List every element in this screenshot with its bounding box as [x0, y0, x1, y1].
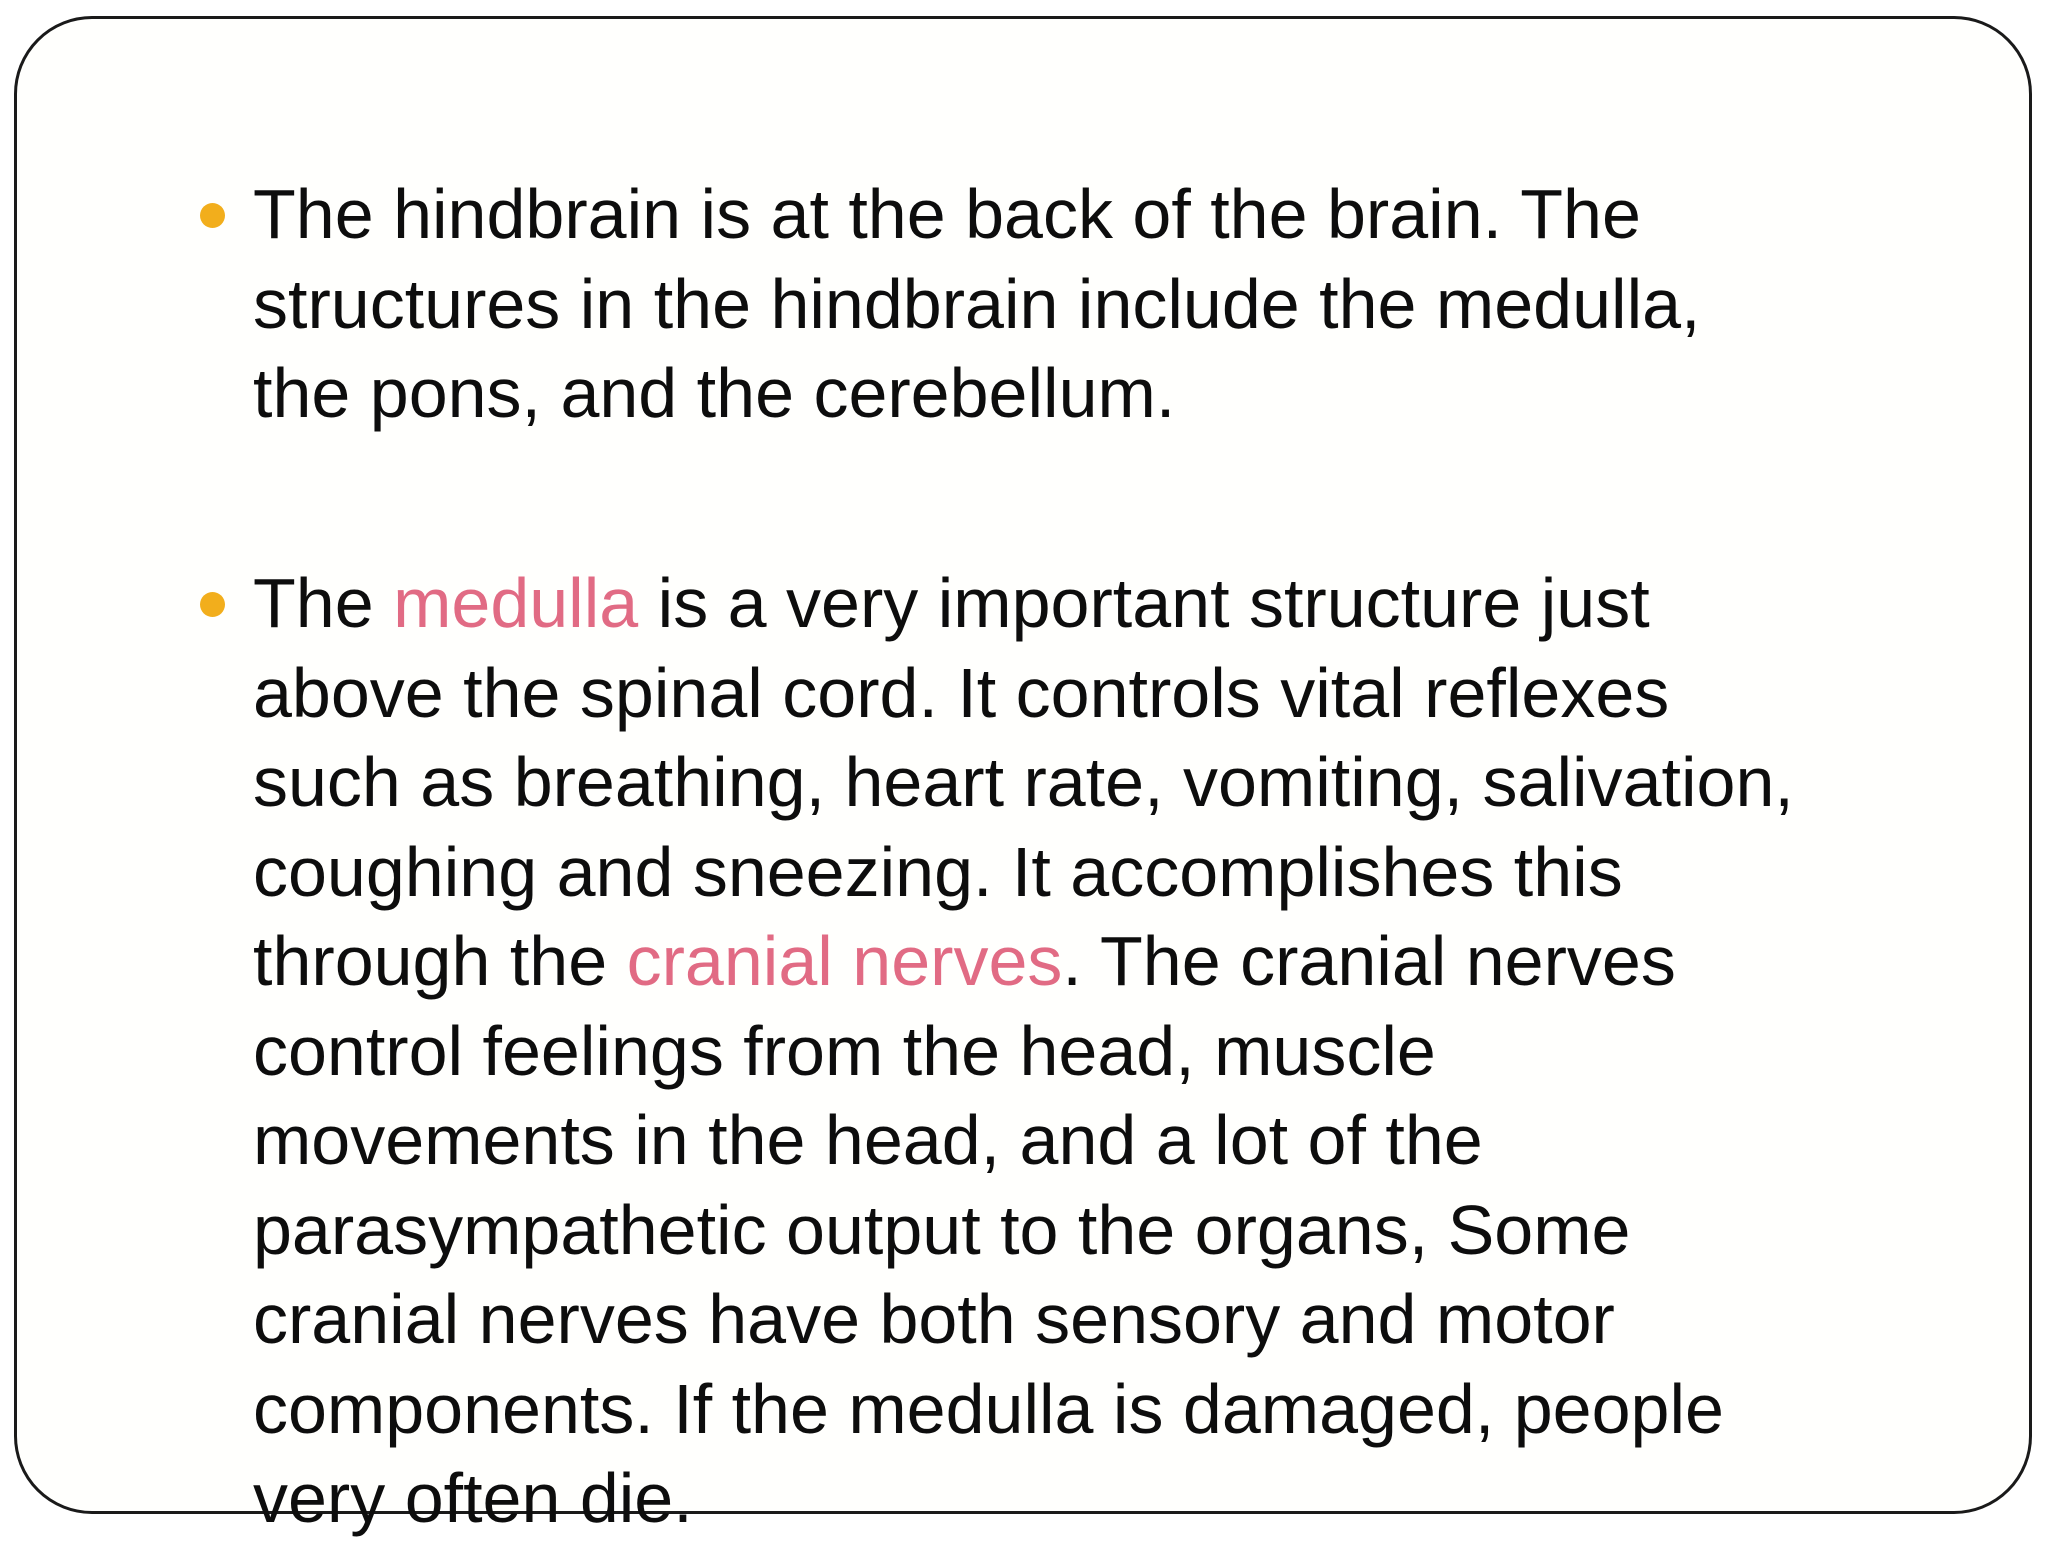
bullet-line: the pons, and the cerebellum. [253, 354, 1176, 432]
bullet-text-intro: The [253, 564, 394, 642]
bullet-text-ending: . The cranial nerves control feelings from the head, muscle movements in the head, and a lot of the parasympathetic output to the organs, Some cranial nerves have both sensory and motor components. If the medulla is damaged, people very often die. [253, 922, 1724, 1537]
slide-frame [14, 16, 2032, 1537]
bullet-line: The hindbrain is at the back of the brain. The [253, 175, 1641, 253]
bullet-text [253, 559, 1953, 1544]
bullet-text-body: is a very important structure just above the spinal cord. It controls vital reflexes such as breathing, heart rate, vomiting, salivation, coughing and sneezing. It accomplishes this through the [253, 564, 1794, 1000]
bullet-dot-icon [200, 203, 225, 228]
term-cranial-nerves: cranial nerves [626, 922, 1063, 1000]
bullet-line: structures in the hindbrain include the medulla, [253, 264, 1701, 343]
bullet-text [253, 170, 1953, 439]
term-medulla: medulla [393, 564, 639, 642]
bullet-dot-icon [200, 592, 225, 617]
